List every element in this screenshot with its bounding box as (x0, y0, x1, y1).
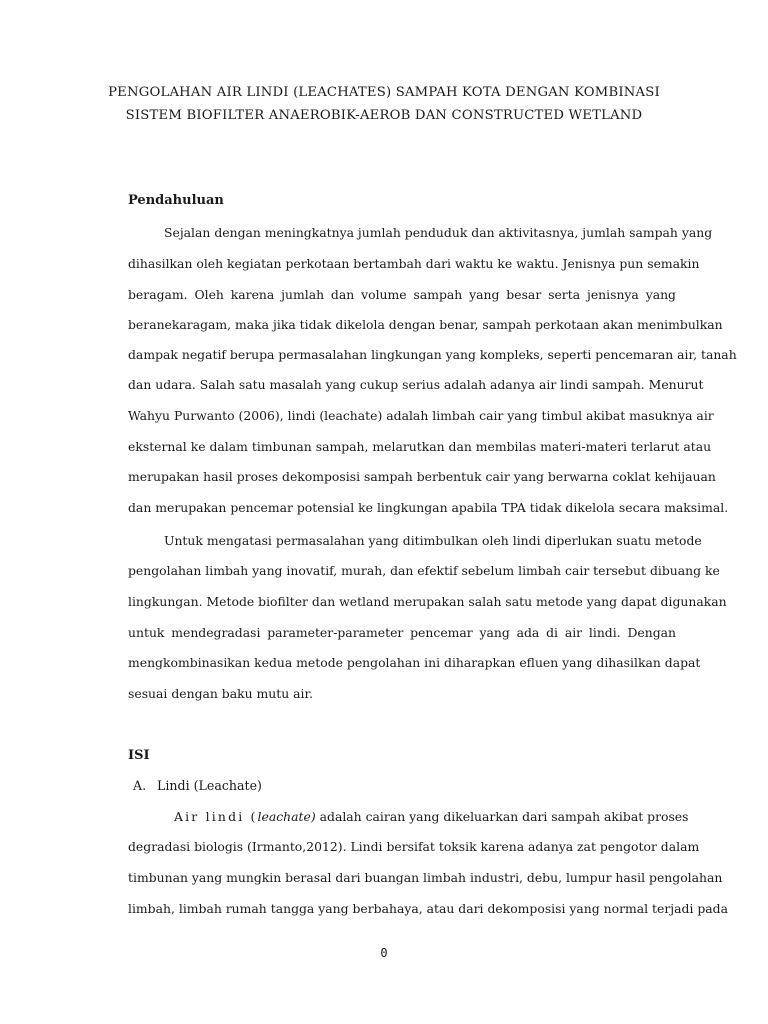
subsection-title: Lindi (Leachate) (157, 778, 262, 793)
paragraph-line: sesuai dengan baku mutu air. (128, 686, 314, 701)
paragraph-line: dihasilkan oleh kegiatan perkotaan bertambah dari waktu ke waktu. Jenisnya pun semakin (128, 256, 700, 271)
paragraph-line: dampak negatif berupa permasalahan lingkungan yang kompleks, seperti pencemaran air, tanah (128, 347, 737, 362)
paragraph-line: beranekaragam, maka jika tidak dikelola dengan benar, sampah perkotaan akan menimbulkan (128, 317, 723, 332)
paragraph-line: degradasi biologis (Irmanto,2012). Lindi bersifat toksik karena adanya zat pengotor dalam (128, 839, 700, 854)
paragraph-line: merupakan hasil proses dekomposisi sampah berbentuk cair yang berwarna coklat kehijauan (128, 469, 716, 484)
text-run: adalah cairan yang dikeluarkan dari sampah akibat proses (315, 809, 689, 824)
section-heading-isi: ISI (128, 748, 150, 763)
paragraph-line: untuk mendegradasi parameter-parameter pencemar yang ada di air lindi. Dengan (128, 625, 676, 640)
paragraph-line: mengkombinasikan kedua metode pengolahan ini diharapkan efluen yang dihasilkan dapat (128, 655, 701, 670)
text-run: Air lindi ( (174, 809, 258, 824)
paragraph-line: dan merupakan pencemar potensial ke lingkungan apabila TPA tidak dikelola secara maksimal. (128, 500, 729, 515)
paragraph-line: Untuk mengatasi permasalahan yang ditimbulkan oleh lindi diperlukan suatu metode (164, 533, 702, 548)
subsection-heading (133, 778, 262, 793)
paragraph-line: eksternal ke dalam timbunan sampah, melarutkan dan membilas materi-materi terlarut atau (128, 439, 712, 454)
title-line-2: SISTEM BIOFILTER ANAEROBIK-AEROB DAN CONSTRUCTED WETLAND (125, 108, 643, 123)
paragraph-line: timbunan yang mungkin berasal dari buangan limbah industri, debu, lumpur hasil pengolahan (128, 870, 723, 885)
paragraph-line (174, 809, 689, 824)
section-heading-pendahuluan: Pendahuluan (128, 193, 224, 208)
paragraph-line: lingkungan. Metode biofilter dan wetland merupakan salah satu metode yang dapat digunakan (128, 594, 727, 609)
subsection-label: A. (133, 778, 147, 793)
paragraph-line: dan udara. Salah satu masalah yang cukup serius adalah adanya air lindi sampah. Menurut (128, 377, 704, 392)
paragraph-line: Sejalan dengan meningkatnya jumlah penduduk dan aktivitasnya, jumlah sampah yang (164, 225, 713, 240)
paragraph-line: limbah, limbah rumah tangga yang berbahaya, atau dari dekomposisi yang normal terjadi pada (128, 901, 728, 916)
paragraph-line: Wahyu Purwanto (2006), lindi (leachate) adalah limbah cair yang timbul akibat masuknya air (128, 408, 714, 423)
paragraph-line: pengolahan limbah yang inovatif, murah, dan efektif sebelum limbah cair tersebut dibuang ke (128, 563, 720, 578)
title-line-1: PENGOLAHAN AIR LINDI (LEACHATES) SAMPAH KOTA DENGAN KOMBINASI (108, 85, 660, 100)
page-number: 0 (380, 946, 388, 960)
paragraph-line: beragam. Oleh karena jumlah dan volume sampah yang besar serta jenisnya yang (128, 287, 676, 302)
italic-text-run: leachate) (257, 809, 316, 824)
